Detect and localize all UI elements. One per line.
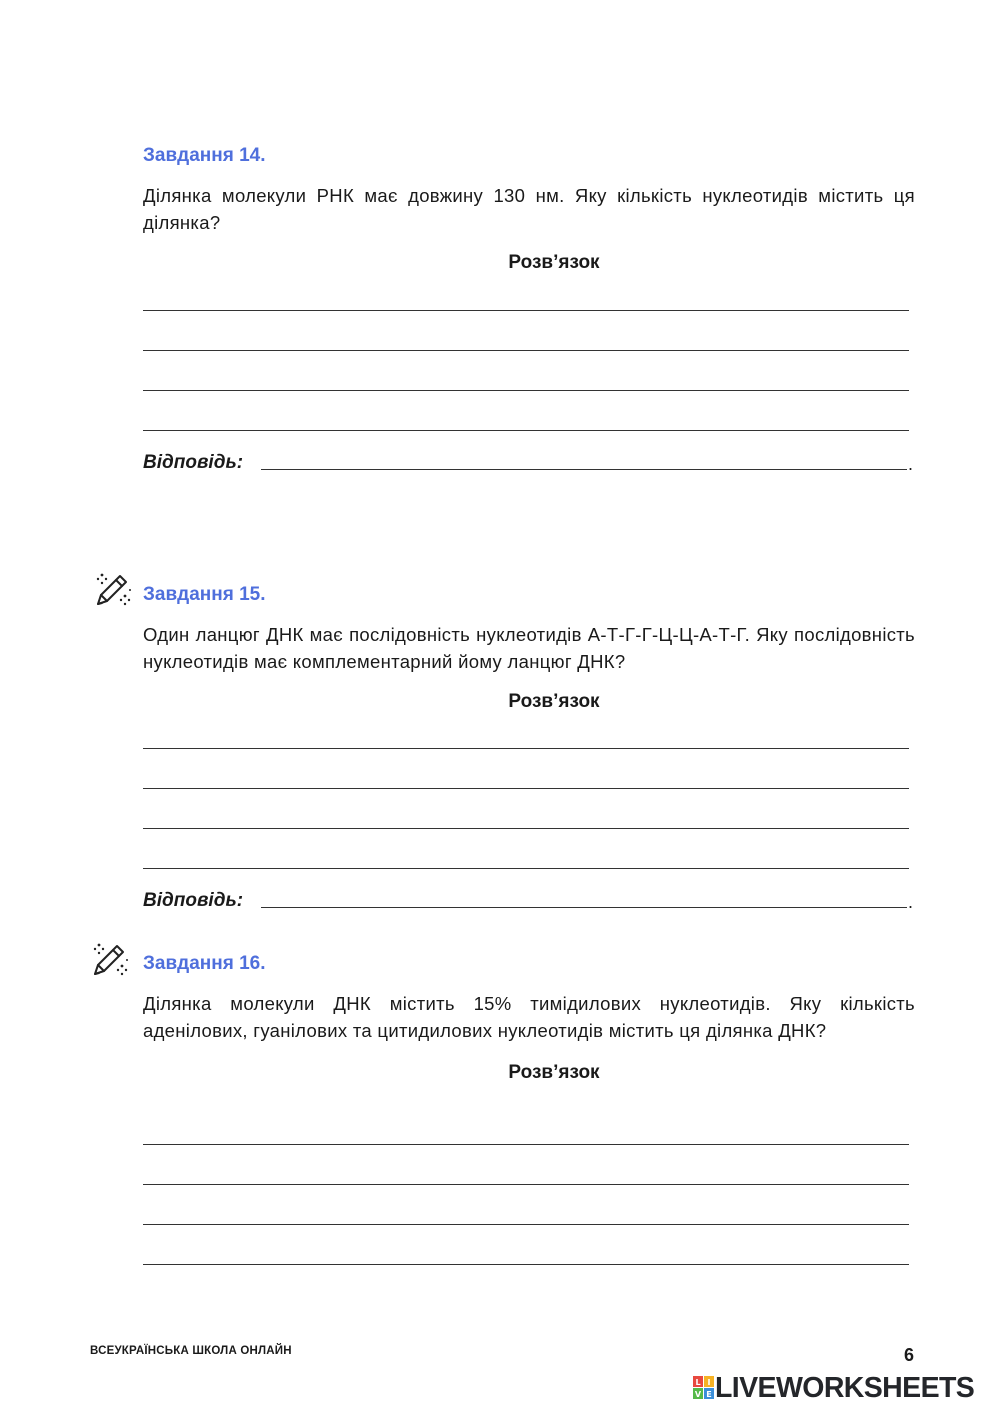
solution-line[interactable] [143,1264,909,1265]
task-title: Завдання 16. [143,953,266,974]
solution-line[interactable] [143,748,909,749]
answer-label: Відповідь: [143,452,244,473]
liveworksheets-brand-text: LIVEWORKSHEETS [715,1372,975,1404]
liveworksheets-logo-icon [693,1376,715,1400]
solution-line[interactable] [143,390,909,391]
footer-school-name: ВСЕУКРАЇНСЬКА ШКОЛА ОНЛАЙН [90,1345,292,1357]
answer-period: . [907,892,913,912]
logo-letter: L [695,1378,701,1387]
task-text: Ділянка молекули ДНК містить 15% тимідилових нуклеотидів. Яку кількість аденілових, гуанілових та цитидилових нуклеотидів містить ця ділянка ДНК? [143,993,915,1041]
solution-line[interactable] [143,1144,909,1145]
logo-letter: E [706,1390,712,1399]
solution-label: Розв’язок [508,1062,600,1083]
answer-row [143,448,915,474]
solution-line[interactable] [143,1184,909,1185]
answer-line[interactable] [261,469,907,470]
task-15 [143,583,915,912]
task-title: Завдання 15. [143,584,266,605]
answer-label: Відповідь: [143,890,244,911]
solution-line[interactable] [143,868,909,869]
answer-row [143,886,915,912]
task-text: Ділянка молекули РНК має довжину 130 нм. Яку кількість нуклеотидів містить ця ділянка? [143,185,915,233]
answer-line[interactable] [261,907,907,908]
solution-label: Розв’язок [508,252,600,273]
solution-line[interactable] [143,828,909,829]
solution-line[interactable] [143,310,909,311]
solution-line[interactable] [143,788,909,789]
solution-label: Розв’язок [508,691,600,712]
pencil-sparkle-icon [92,570,134,608]
logo-letter: I [707,1378,711,1387]
task-text: Один ланцюг ДНК має послідовність нуклеотидів А-Т-Г-Г-Ц-Ц-А-Т-Г. Яку послідовність нуклеотидів має комплементарний йому ланцюг ДНК? [143,624,915,672]
answer-period: . [907,454,913,474]
task-14 [143,144,915,474]
task-title: Завдання 14. [143,145,266,166]
page-number: 6 [904,1345,915,1365]
solution-line[interactable] [143,1224,909,1225]
logo-letter: V [694,1390,702,1399]
solution-line[interactable] [143,430,909,431]
solution-line[interactable] [143,350,909,351]
pencil-sparkle-icon [89,940,131,978]
task-16 [143,952,915,1084]
